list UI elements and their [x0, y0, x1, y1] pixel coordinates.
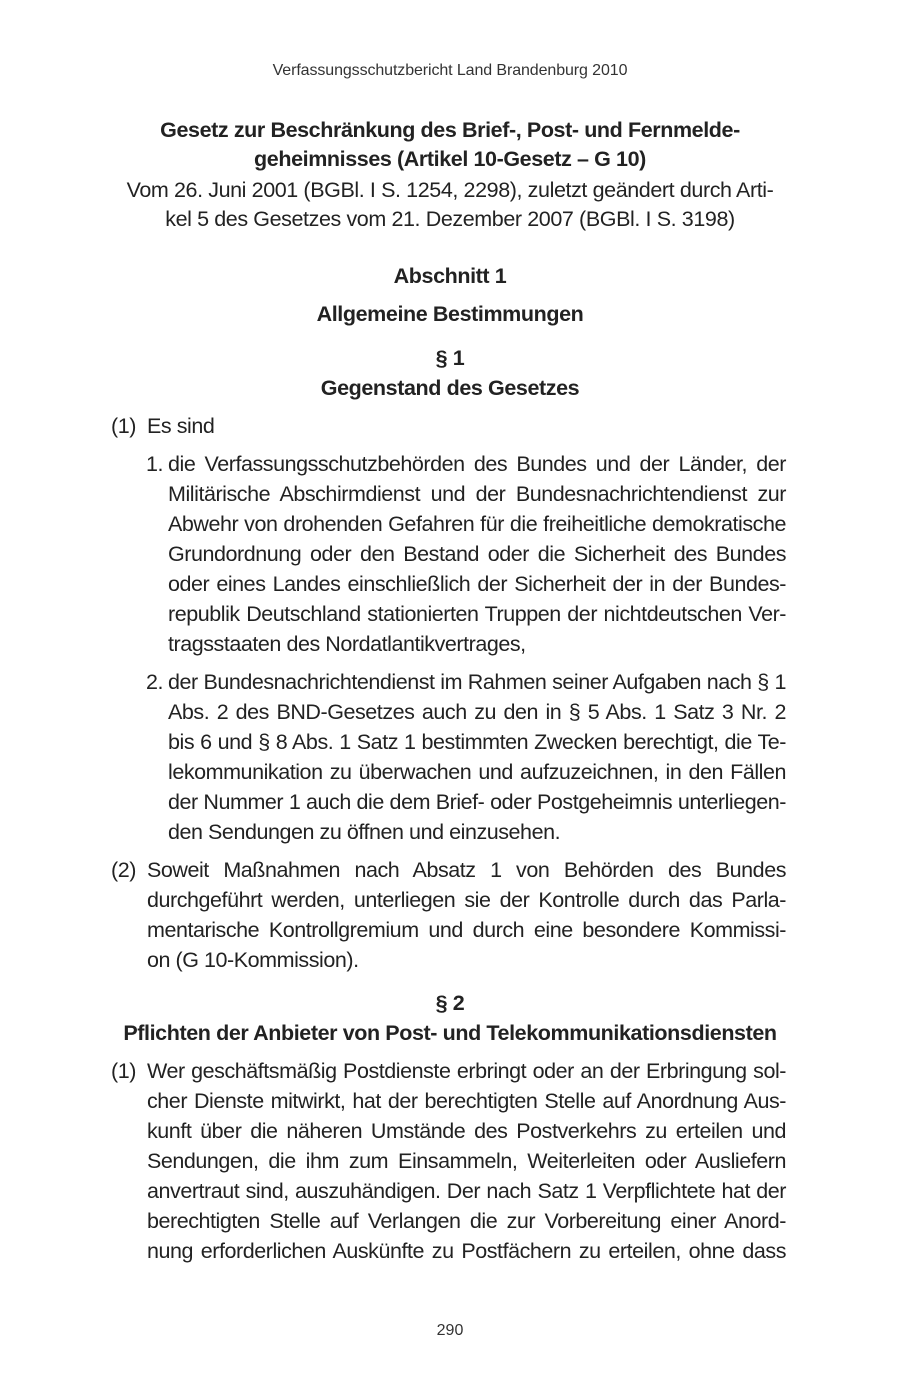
text-line: kunft über die näheren Umstände des Postverkehrs zu erteilen und: [147, 1119, 786, 1143]
running-header: Verfassungsschutzbericht Land Brandenburg 2010: [272, 62, 628, 79]
law-date: [100, 176, 800, 234]
text-line: Abs. 2 des BND-Gesetzes auch zu den in § 5 Abs. 1 Satz 3 Nr. 2: [168, 700, 786, 724]
absatz-intro: Es sind: [147, 414, 215, 438]
paragraph-1-label: § 1: [435, 346, 465, 370]
page-number: 290: [436, 1322, 464, 1339]
section-title: Allgemeine Bestimmungen: [316, 302, 584, 326]
text-line: den Sendungen zu öffnen und einzusehen.: [168, 820, 561, 844]
text-line: die Verfassungsschutzbehörden des Bundes und der Länder, der: [168, 452, 786, 476]
text-line: republik Deutschland stationierten Truppen der nichtdeutschen Ver-: [168, 602, 786, 626]
text-line: durchgeführt werden, unterliegen sie der Kontrolle durch das Parla-: [147, 888, 786, 912]
p1-absatz-2: [111, 855, 786, 975]
law-date-line: Vom 26. Juni 2001 (BGBl. I S. 1254, 2298), zuletzt geändert durch Arti-: [126, 178, 774, 202]
text-line: Wer geschäftsmäßig Postdienste erbringt oder an der Erbringung sol-: [147, 1059, 786, 1083]
text-line: tragsstaaten des Nordatlantikvertrages,: [168, 632, 526, 656]
item-number: 2.: [146, 670, 164, 694]
text-line: der Bundesnachrichtendienst im Rahmen seiner Aufgaben nach § 1: [168, 670, 786, 694]
text-line: berechtigten Stelle auf Verlangen die zur Vorbereitung einer Anord-: [147, 1209, 786, 1233]
text-line: Grundordnung oder den Bestand oder die Sicherheit des Bundes: [168, 542, 786, 566]
text-line: cher Dienste mitwirkt, hat der berechtigten Stelle auf Anordnung Aus-: [147, 1089, 786, 1113]
law-date-line: kel 5 des Gesetzes vom 21. Dezember 2007 (BGBl. I S. 3198): [165, 207, 735, 231]
text-line: Sendungen, die ihm zum Einsammeln, Weiterleiten oder Ausliefern: [147, 1149, 786, 1173]
absatz-number: (2): [111, 858, 136, 882]
item-number: 1.: [146, 452, 164, 476]
text-line: lekommunikation zu überwachen und aufzuzeichnen, in den Fällen: [168, 760, 786, 784]
law-title: [100, 116, 800, 174]
text-line: bis 6 und § 8 Abs. 1 Satz 1 bestimmten Zwecken berechtigt, die Te-: [168, 730, 786, 754]
p2-absatz-1: [111, 1056, 786, 1266]
paragraph-1-title: Gegenstand des Gesetzes: [320, 376, 580, 400]
section-label: Abschnitt 1: [393, 264, 507, 288]
text-line: mentarische Kontrollgremium und durch eine besondere Kommissi-: [147, 918, 786, 942]
law-title-line: geheimnisses (Artikel 10-Gesetz – G 10): [254, 147, 646, 171]
text-line: nung erforderlichen Auskünfte zu Postfächern zu erteilen, ohne dass: [147, 1239, 786, 1263]
paragraph-2-label: § 2: [435, 991, 465, 1015]
absatz-number: (1): [111, 414, 136, 438]
law-title-line: Gesetz zur Beschränkung des Brief-, Post- und Fernmelde-: [160, 118, 740, 142]
text-line: anvertraut sind, auszuhändigen. Der nach Satz 1 Verpflichtete hat der: [147, 1179, 786, 1203]
p1-absatz-1: [111, 411, 786, 441]
paragraph-2-title: Pflichten der Anbieter von Post- und Telekommunikationsdiensten: [123, 1021, 777, 1045]
text-line: Abwehr von drohenden Gefahren für die freiheitliche demokratische: [168, 512, 786, 536]
p1-item-1: [146, 449, 786, 659]
text-line: oder eines Landes einschließlich der Sicherheit der in der Bundes-: [168, 572, 786, 596]
text-line: Militärische Abschirmdienst und der Bundesnachrichtendienst zur: [168, 482, 786, 506]
p1-item-2: [146, 667, 786, 847]
text-line: der Nummer 1 auch die dem Brief- oder Postgeheimnis unterliegen-: [168, 790, 786, 814]
text-line: Soweit Maßnahmen nach Absatz 1 von Behörden des Bundes: [147, 858, 786, 882]
text-line: on (G 10-Kommission).: [147, 948, 359, 972]
absatz-number: (1): [111, 1059, 136, 1083]
